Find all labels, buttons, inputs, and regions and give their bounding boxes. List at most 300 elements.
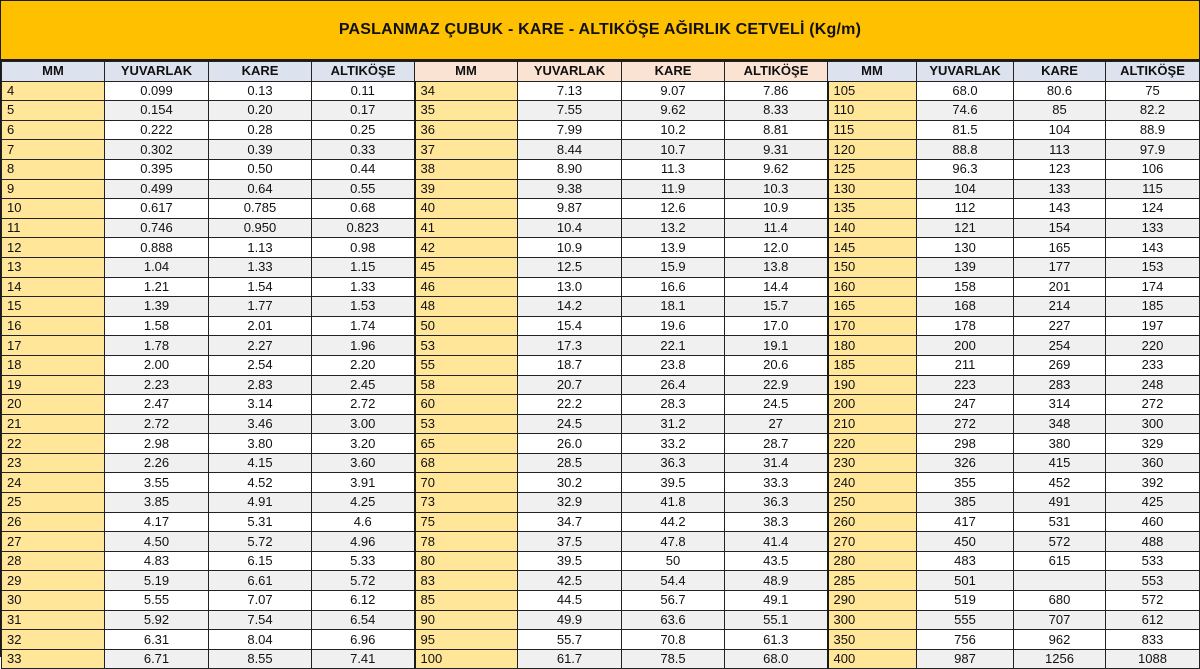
altikose-cell-group-2: 24.5 (725, 395, 828, 415)
mm-cell-group-1: 30 (2, 591, 105, 611)
header-cell: ALTIKÖŞE (312, 62, 415, 82)
table-row (2, 140, 1200, 160)
altikose-cell-group-3: 220 (1106, 336, 1200, 356)
kare-cell-group-3: 314 (1014, 395, 1106, 415)
header-cell: KARE (1014, 62, 1106, 82)
yuvarlak-cell-group-3: 519 (917, 591, 1014, 611)
kare-cell-group-1: 0.28 (209, 120, 312, 140)
mm-cell-group-2: 34 (415, 81, 518, 101)
kare-cell-group-2: 41.8 (622, 493, 725, 513)
altikose-cell-group-1: 3.20 (312, 434, 415, 454)
yuvarlak-cell-group-3: 139 (917, 257, 1014, 277)
kare-cell-group-1: 0.39 (209, 140, 312, 160)
kare-cell-group-2: 28.3 (622, 395, 725, 415)
yuvarlak-cell-group-3: 355 (917, 473, 1014, 493)
mm-cell-group-2: 45 (415, 257, 518, 277)
kare-cell-group-2: 50 (622, 551, 725, 571)
yuvarlak-cell-group-1: 1.39 (105, 297, 209, 317)
kare-cell-group-3: 615 (1014, 551, 1106, 571)
kare-cell-group-3: 165 (1014, 238, 1106, 258)
altikose-cell-group-1: 2.72 (312, 395, 415, 415)
altikose-cell-group-3: 392 (1106, 473, 1200, 493)
kare-cell-group-3: 348 (1014, 414, 1106, 434)
altikose-cell-group-1: 4.25 (312, 493, 415, 513)
yuvarlak-cell-group-1: 2.98 (105, 434, 209, 454)
altikose-cell-group-1: 5.33 (312, 551, 415, 571)
yuvarlak-cell-group-1: 0.222 (105, 120, 209, 140)
altikose-cell-group-2: 10.3 (725, 179, 828, 199)
mm-cell-group-3: 190 (828, 375, 917, 395)
mm-cell-group-3: 300 (828, 610, 917, 630)
yuvarlak-cell-group-2: 22.2 (518, 395, 622, 415)
altikose-cell-group-2: 38.3 (725, 512, 828, 532)
kare-cell-group-3: 123 (1014, 159, 1106, 179)
kare-cell-group-1: 5.72 (209, 532, 312, 552)
yuvarlak-cell-group-2: 9.87 (518, 199, 622, 219)
yuvarlak-cell-group-1: 6.71 (105, 649, 209, 669)
yuvarlak-cell-group-2: 61.7 (518, 649, 622, 669)
altikose-cell-group-1: 4.96 (312, 532, 415, 552)
mm-cell-group-3: 125 (828, 159, 917, 179)
header-cell: YUVARLAK (105, 62, 209, 82)
kare-cell-group-1: 1.77 (209, 297, 312, 317)
altikose-cell-group-2: 15.7 (725, 297, 828, 317)
kare-cell-group-1: 5.31 (209, 512, 312, 532)
kare-cell-group-2: 9.62 (622, 101, 725, 121)
mm-cell-group-3: 145 (828, 238, 917, 258)
mm-cell-group-1: 21 (2, 414, 105, 434)
altikose-cell-group-3: 553 (1106, 571, 1200, 591)
kare-cell-group-1: 3.80 (209, 434, 312, 454)
kare-cell-group-1: 1.33 (209, 257, 312, 277)
altikose-cell-group-2: 13.8 (725, 257, 828, 277)
yuvarlak-cell-group-3: 88.8 (917, 140, 1014, 160)
mm-cell-group-1: 25 (2, 493, 105, 513)
altikose-cell-group-3: 460 (1106, 512, 1200, 532)
kare-cell-group-2: 78.5 (622, 649, 725, 669)
yuvarlak-cell-group-1: 2.23 (105, 375, 209, 395)
yuvarlak-cell-group-1: 2.26 (105, 453, 209, 473)
kare-cell-group-1: 0.785 (209, 199, 312, 219)
altikose-cell-group-3: 115 (1106, 179, 1200, 199)
table-row (2, 179, 1200, 199)
table-row (2, 571, 1200, 591)
kare-cell-group-2: 54.4 (622, 571, 725, 591)
altikose-cell-group-2: 12.0 (725, 238, 828, 258)
altikose-cell-group-1: 3.91 (312, 473, 415, 493)
altikose-cell-group-2: 10.9 (725, 199, 828, 219)
yuvarlak-cell-group-3: 272 (917, 414, 1014, 434)
altikose-cell-group-1: 0.25 (312, 120, 415, 140)
altikose-cell-group-1: 0.98 (312, 238, 415, 258)
kare-cell-group-2: 13.9 (622, 238, 725, 258)
mm-cell-group-3: 135 (828, 199, 917, 219)
yuvarlak-cell-group-1: 5.19 (105, 571, 209, 591)
kare-cell-group-2: 11.3 (622, 159, 725, 179)
table-row (2, 159, 1200, 179)
altikose-cell-group-3: 329 (1106, 434, 1200, 454)
kare-cell-group-3: 133 (1014, 179, 1106, 199)
yuvarlak-cell-group-2: 7.55 (518, 101, 622, 121)
kare-cell-group-2: 19.6 (622, 316, 725, 336)
altikose-cell-group-2: 22.9 (725, 375, 828, 395)
altikose-cell-group-2: 11.4 (725, 218, 828, 238)
altikose-cell-group-2: 48.9 (725, 571, 828, 591)
mm-cell-group-1: 5 (2, 101, 105, 121)
altikose-cell-group-3: 82.2 (1106, 101, 1200, 121)
kare-cell-group-1: 7.54 (209, 610, 312, 630)
header-row (2, 62, 1200, 82)
kare-cell-group-2: 47.8 (622, 532, 725, 552)
mm-cell-group-3: 250 (828, 493, 917, 513)
table-row (2, 375, 1200, 395)
yuvarlak-cell-group-1: 0.154 (105, 101, 209, 121)
table-row (2, 297, 1200, 317)
mm-cell-group-1: 4 (2, 81, 105, 101)
kare-cell-group-3 (1014, 571, 1106, 591)
kare-cell-group-2: 31.2 (622, 414, 725, 434)
altikose-cell-group-1: 5.72 (312, 571, 415, 591)
mm-cell-group-3: 105 (828, 81, 917, 101)
yuvarlak-cell-group-1: 6.31 (105, 630, 209, 650)
kare-cell-group-3: 104 (1014, 120, 1106, 140)
yuvarlak-cell-group-2: 17.3 (518, 336, 622, 356)
altikose-cell-group-2: 9.31 (725, 140, 828, 160)
table-title: PASLANMAZ ÇUBUK - KARE - ALTIKÖŞE AĞIRLIK CETVELİ (Kg/m) (1, 1, 1199, 61)
mm-cell-group-2: 75 (415, 512, 518, 532)
yuvarlak-cell-group-1: 4.17 (105, 512, 209, 532)
weight-table (1, 61, 1200, 669)
mm-cell-group-2: 55 (415, 355, 518, 375)
mm-cell-group-2: 65 (415, 434, 518, 454)
yuvarlak-cell-group-2: 10.4 (518, 218, 622, 238)
kare-cell-group-2: 9.07 (622, 81, 725, 101)
mm-cell-group-3: 220 (828, 434, 917, 454)
mm-cell-group-3: 285 (828, 571, 917, 591)
mm-cell-group-1: 32 (2, 630, 105, 650)
mm-cell-group-2: 42 (415, 238, 518, 258)
yuvarlak-cell-group-2: 34.7 (518, 512, 622, 532)
mm-cell-group-2: 41 (415, 218, 518, 238)
kare-cell-group-3: 113 (1014, 140, 1106, 160)
mm-cell-group-1: 22 (2, 434, 105, 454)
altikose-cell-group-2: 8.81 (725, 120, 828, 140)
mm-cell-group-3: 170 (828, 316, 917, 336)
mm-cell-group-1: 6 (2, 120, 105, 140)
kare-cell-group-1: 0.13 (209, 81, 312, 101)
yuvarlak-cell-group-3: 68.0 (917, 81, 1014, 101)
table-row (2, 414, 1200, 434)
mm-cell-group-2: 68 (415, 453, 518, 473)
table-row (2, 610, 1200, 630)
kare-cell-group-3: 380 (1014, 434, 1106, 454)
altikose-cell-group-2: 17.0 (725, 316, 828, 336)
mm-cell-group-1: 26 (2, 512, 105, 532)
altikose-cell-group-1: 6.96 (312, 630, 415, 650)
yuvarlak-cell-group-1: 3.55 (105, 473, 209, 493)
mm-cell-group-1: 16 (2, 316, 105, 336)
mm-cell-group-3: 185 (828, 355, 917, 375)
yuvarlak-cell-group-1: 2.72 (105, 414, 209, 434)
altikose-cell-group-3: 612 (1106, 610, 1200, 630)
mm-cell-group-2: 100 (415, 649, 518, 669)
kare-cell-group-3: 154 (1014, 218, 1106, 238)
kare-cell-group-3: 85 (1014, 101, 1106, 121)
mm-cell-group-3: 115 (828, 120, 917, 140)
mm-cell-group-3: 180 (828, 336, 917, 356)
kare-cell-group-3: 177 (1014, 257, 1106, 277)
yuvarlak-cell-group-2: 9.38 (518, 179, 622, 199)
yuvarlak-cell-group-1: 1.58 (105, 316, 209, 336)
altikose-cell-group-3: 248 (1106, 375, 1200, 395)
mm-cell-group-1: 23 (2, 453, 105, 473)
mm-cell-group-1: 15 (2, 297, 105, 317)
altikose-cell-group-2: 27 (725, 414, 828, 434)
table-row (2, 120, 1200, 140)
yuvarlak-cell-group-2: 18.7 (518, 355, 622, 375)
mm-cell-group-2: 70 (415, 473, 518, 493)
table-row (2, 532, 1200, 552)
altikose-cell-group-1: 0.17 (312, 101, 415, 121)
kare-cell-group-2: 36.3 (622, 453, 725, 473)
header-cell: ALTIKÖŞE (1106, 62, 1200, 82)
yuvarlak-cell-group-2: 15.4 (518, 316, 622, 336)
table-row (2, 493, 1200, 513)
altikose-cell-group-3: 185 (1106, 297, 1200, 317)
yuvarlak-cell-group-3: 385 (917, 493, 1014, 513)
mm-cell-group-3: 165 (828, 297, 917, 317)
kare-cell-group-3: 491 (1014, 493, 1106, 513)
mm-cell-group-1: 12 (2, 238, 105, 258)
altikose-cell-group-2: 20.6 (725, 355, 828, 375)
yuvarlak-cell-group-3: 417 (917, 512, 1014, 532)
altikose-cell-group-1: 1.15 (312, 257, 415, 277)
mm-cell-group-2: 50 (415, 316, 518, 336)
mm-cell-group-3: 270 (828, 532, 917, 552)
mm-cell-group-2: 78 (415, 532, 518, 552)
kare-cell-group-1: 3.14 (209, 395, 312, 415)
kare-cell-group-3: 80.6 (1014, 81, 1106, 101)
altikose-cell-group-1: 1.53 (312, 297, 415, 317)
mm-cell-group-3: 110 (828, 101, 917, 121)
kare-cell-group-2: 15.9 (622, 257, 725, 277)
kare-cell-group-3: 283 (1014, 375, 1106, 395)
altikose-cell-group-2: 41.4 (725, 532, 828, 552)
altikose-cell-group-2: 19.1 (725, 336, 828, 356)
mm-cell-group-3: 130 (828, 179, 917, 199)
altikose-cell-group-1: 2.45 (312, 375, 415, 395)
kare-cell-group-3: 254 (1014, 336, 1106, 356)
mm-cell-group-2: 80 (415, 551, 518, 571)
mm-cell-group-2: 95 (415, 630, 518, 650)
yuvarlak-cell-group-1: 0.099 (105, 81, 209, 101)
altikose-cell-group-3: 488 (1106, 532, 1200, 552)
yuvarlak-cell-group-2: 32.9 (518, 493, 622, 513)
yuvarlak-cell-group-3: 326 (917, 453, 1014, 473)
altikose-cell-group-3: 174 (1106, 277, 1200, 297)
kare-cell-group-3: 143 (1014, 199, 1106, 219)
kare-cell-group-2: 22.1 (622, 336, 725, 356)
mm-cell-group-2: 38 (415, 159, 518, 179)
kare-cell-group-2: 33.2 (622, 434, 725, 454)
mm-cell-group-1: 24 (2, 473, 105, 493)
yuvarlak-cell-group-3: 211 (917, 355, 1014, 375)
altikose-cell-group-2: 61.3 (725, 630, 828, 650)
altikose-cell-group-2: 31.4 (725, 453, 828, 473)
header-cell: KARE (622, 62, 725, 82)
altikose-cell-group-1: 6.12 (312, 591, 415, 611)
altikose-cell-group-2: 43.5 (725, 551, 828, 571)
altikose-cell-group-1: 1.74 (312, 316, 415, 336)
altikose-cell-group-3: 533 (1106, 551, 1200, 571)
header-cell: KARE (209, 62, 312, 82)
kare-cell-group-1: 3.46 (209, 414, 312, 434)
kare-cell-group-2: 10.2 (622, 120, 725, 140)
mm-cell-group-1: 29 (2, 571, 105, 591)
kare-cell-group-1: 2.01 (209, 316, 312, 336)
altikose-cell-group-1: 7.41 (312, 649, 415, 669)
yuvarlak-cell-group-2: 7.99 (518, 120, 622, 140)
mm-cell-group-2: 53 (415, 414, 518, 434)
yuvarlak-cell-group-2: 14.2 (518, 297, 622, 317)
yuvarlak-cell-group-1: 2.00 (105, 355, 209, 375)
altikose-cell-group-1: 0.55 (312, 179, 415, 199)
kare-cell-group-1: 4.52 (209, 473, 312, 493)
mm-cell-group-3: 140 (828, 218, 917, 238)
kare-cell-group-1: 0.20 (209, 101, 312, 121)
kare-cell-group-3: 214 (1014, 297, 1106, 317)
altikose-cell-group-1: 2.20 (312, 355, 415, 375)
header-cell: ALTIKÖŞE (725, 62, 828, 82)
kare-cell-group-1: 2.83 (209, 375, 312, 395)
mm-cell-group-3: 280 (828, 551, 917, 571)
table-row (2, 551, 1200, 571)
table-row (2, 395, 1200, 415)
kare-cell-group-2: 56.7 (622, 591, 725, 611)
altikose-cell-group-3: 233 (1106, 355, 1200, 375)
kare-cell-group-2: 39.5 (622, 473, 725, 493)
mm-cell-group-3: 160 (828, 277, 917, 297)
table-row (2, 355, 1200, 375)
kare-cell-group-3: 227 (1014, 316, 1106, 336)
yuvarlak-cell-group-1: 1.21 (105, 277, 209, 297)
mm-cell-group-2: 83 (415, 571, 518, 591)
kare-cell-group-2: 26.4 (622, 375, 725, 395)
mm-cell-group-2: 40 (415, 199, 518, 219)
yuvarlak-cell-group-3: 987 (917, 649, 1014, 669)
yuvarlak-cell-group-3: 96.3 (917, 159, 1014, 179)
mm-cell-group-1: 13 (2, 257, 105, 277)
altikose-cell-group-3: 97.9 (1106, 140, 1200, 160)
table-body (2, 81, 1200, 669)
kare-cell-group-2: 12.6 (622, 199, 725, 219)
mm-cell-group-1: 7 (2, 140, 105, 160)
mm-cell-group-1: 28 (2, 551, 105, 571)
kare-cell-group-1: 1.54 (209, 277, 312, 297)
table-row (2, 473, 1200, 493)
mm-cell-group-2: 85 (415, 591, 518, 611)
altikose-cell-group-3: 153 (1106, 257, 1200, 277)
mm-cell-group-1: 8 (2, 159, 105, 179)
mm-cell-group-1: 31 (2, 610, 105, 630)
yuvarlak-cell-group-1: 3.85 (105, 493, 209, 513)
mm-cell-group-3: 150 (828, 257, 917, 277)
kare-cell-group-3: 531 (1014, 512, 1106, 532)
kare-cell-group-3: 1256 (1014, 649, 1106, 669)
altikose-cell-group-2: 28.7 (725, 434, 828, 454)
mm-cell-group-3: 200 (828, 395, 917, 415)
altikose-cell-group-2: 68.0 (725, 649, 828, 669)
yuvarlak-cell-group-3: 555 (917, 610, 1014, 630)
header-cell: MM (2, 62, 105, 82)
mm-cell-group-2: 39 (415, 179, 518, 199)
altikose-cell-group-2: 33.3 (725, 473, 828, 493)
yuvarlak-cell-group-3: 223 (917, 375, 1014, 395)
mm-cell-group-1: 17 (2, 336, 105, 356)
altikose-cell-group-3: 833 (1106, 630, 1200, 650)
mm-cell-group-3: 230 (828, 453, 917, 473)
mm-cell-group-1: 10 (2, 199, 105, 219)
mm-cell-group-1: 14 (2, 277, 105, 297)
header-cell: MM (828, 62, 917, 82)
altikose-cell-group-3: 124 (1106, 199, 1200, 219)
yuvarlak-cell-group-2: 49.9 (518, 610, 622, 630)
yuvarlak-cell-group-2: 12.5 (518, 257, 622, 277)
mm-cell-group-3: 350 (828, 630, 917, 650)
yuvarlak-cell-group-3: 450 (917, 532, 1014, 552)
altikose-cell-group-1: 0.68 (312, 199, 415, 219)
yuvarlak-cell-group-1: 4.83 (105, 551, 209, 571)
yuvarlak-cell-group-3: 104 (917, 179, 1014, 199)
mm-cell-group-2: 90 (415, 610, 518, 630)
yuvarlak-cell-group-2: 42.5 (518, 571, 622, 591)
table-row (2, 218, 1200, 238)
kare-cell-group-3: 452 (1014, 473, 1106, 493)
table-row (2, 591, 1200, 611)
altikose-cell-group-2: 55.1 (725, 610, 828, 630)
table-row (2, 316, 1200, 336)
table-row (2, 277, 1200, 297)
mm-cell-group-3: 290 (828, 591, 917, 611)
altikose-cell-group-2: 8.33 (725, 101, 828, 121)
kare-cell-group-1: 6.15 (209, 551, 312, 571)
mm-cell-group-3: 240 (828, 473, 917, 493)
altikose-cell-group-3: 360 (1106, 453, 1200, 473)
kare-cell-group-1: 0.950 (209, 218, 312, 238)
yuvarlak-cell-group-1: 5.55 (105, 591, 209, 611)
yuvarlak-cell-group-2: 24.5 (518, 414, 622, 434)
mm-cell-group-2: 60 (415, 395, 518, 415)
mm-cell-group-3: 120 (828, 140, 917, 160)
kare-cell-group-2: 44.2 (622, 512, 725, 532)
kare-cell-group-3: 962 (1014, 630, 1106, 650)
yuvarlak-cell-group-3: 298 (917, 434, 1014, 454)
header-cell: YUVARLAK (917, 62, 1014, 82)
altikose-cell-group-3: 197 (1106, 316, 1200, 336)
yuvarlak-cell-group-1: 1.04 (105, 257, 209, 277)
mm-cell-group-2: 58 (415, 375, 518, 395)
altikose-cell-group-1: 0.11 (312, 81, 415, 101)
yuvarlak-cell-group-2: 10.9 (518, 238, 622, 258)
table-row (2, 257, 1200, 277)
table-row (2, 649, 1200, 669)
yuvarlak-cell-group-1: 0.302 (105, 140, 209, 160)
table-row (2, 630, 1200, 650)
altikose-cell-group-1: 6.54 (312, 610, 415, 630)
kare-cell-group-3: 572 (1014, 532, 1106, 552)
kare-cell-group-2: 70.8 (622, 630, 725, 650)
table-row (2, 81, 1200, 101)
